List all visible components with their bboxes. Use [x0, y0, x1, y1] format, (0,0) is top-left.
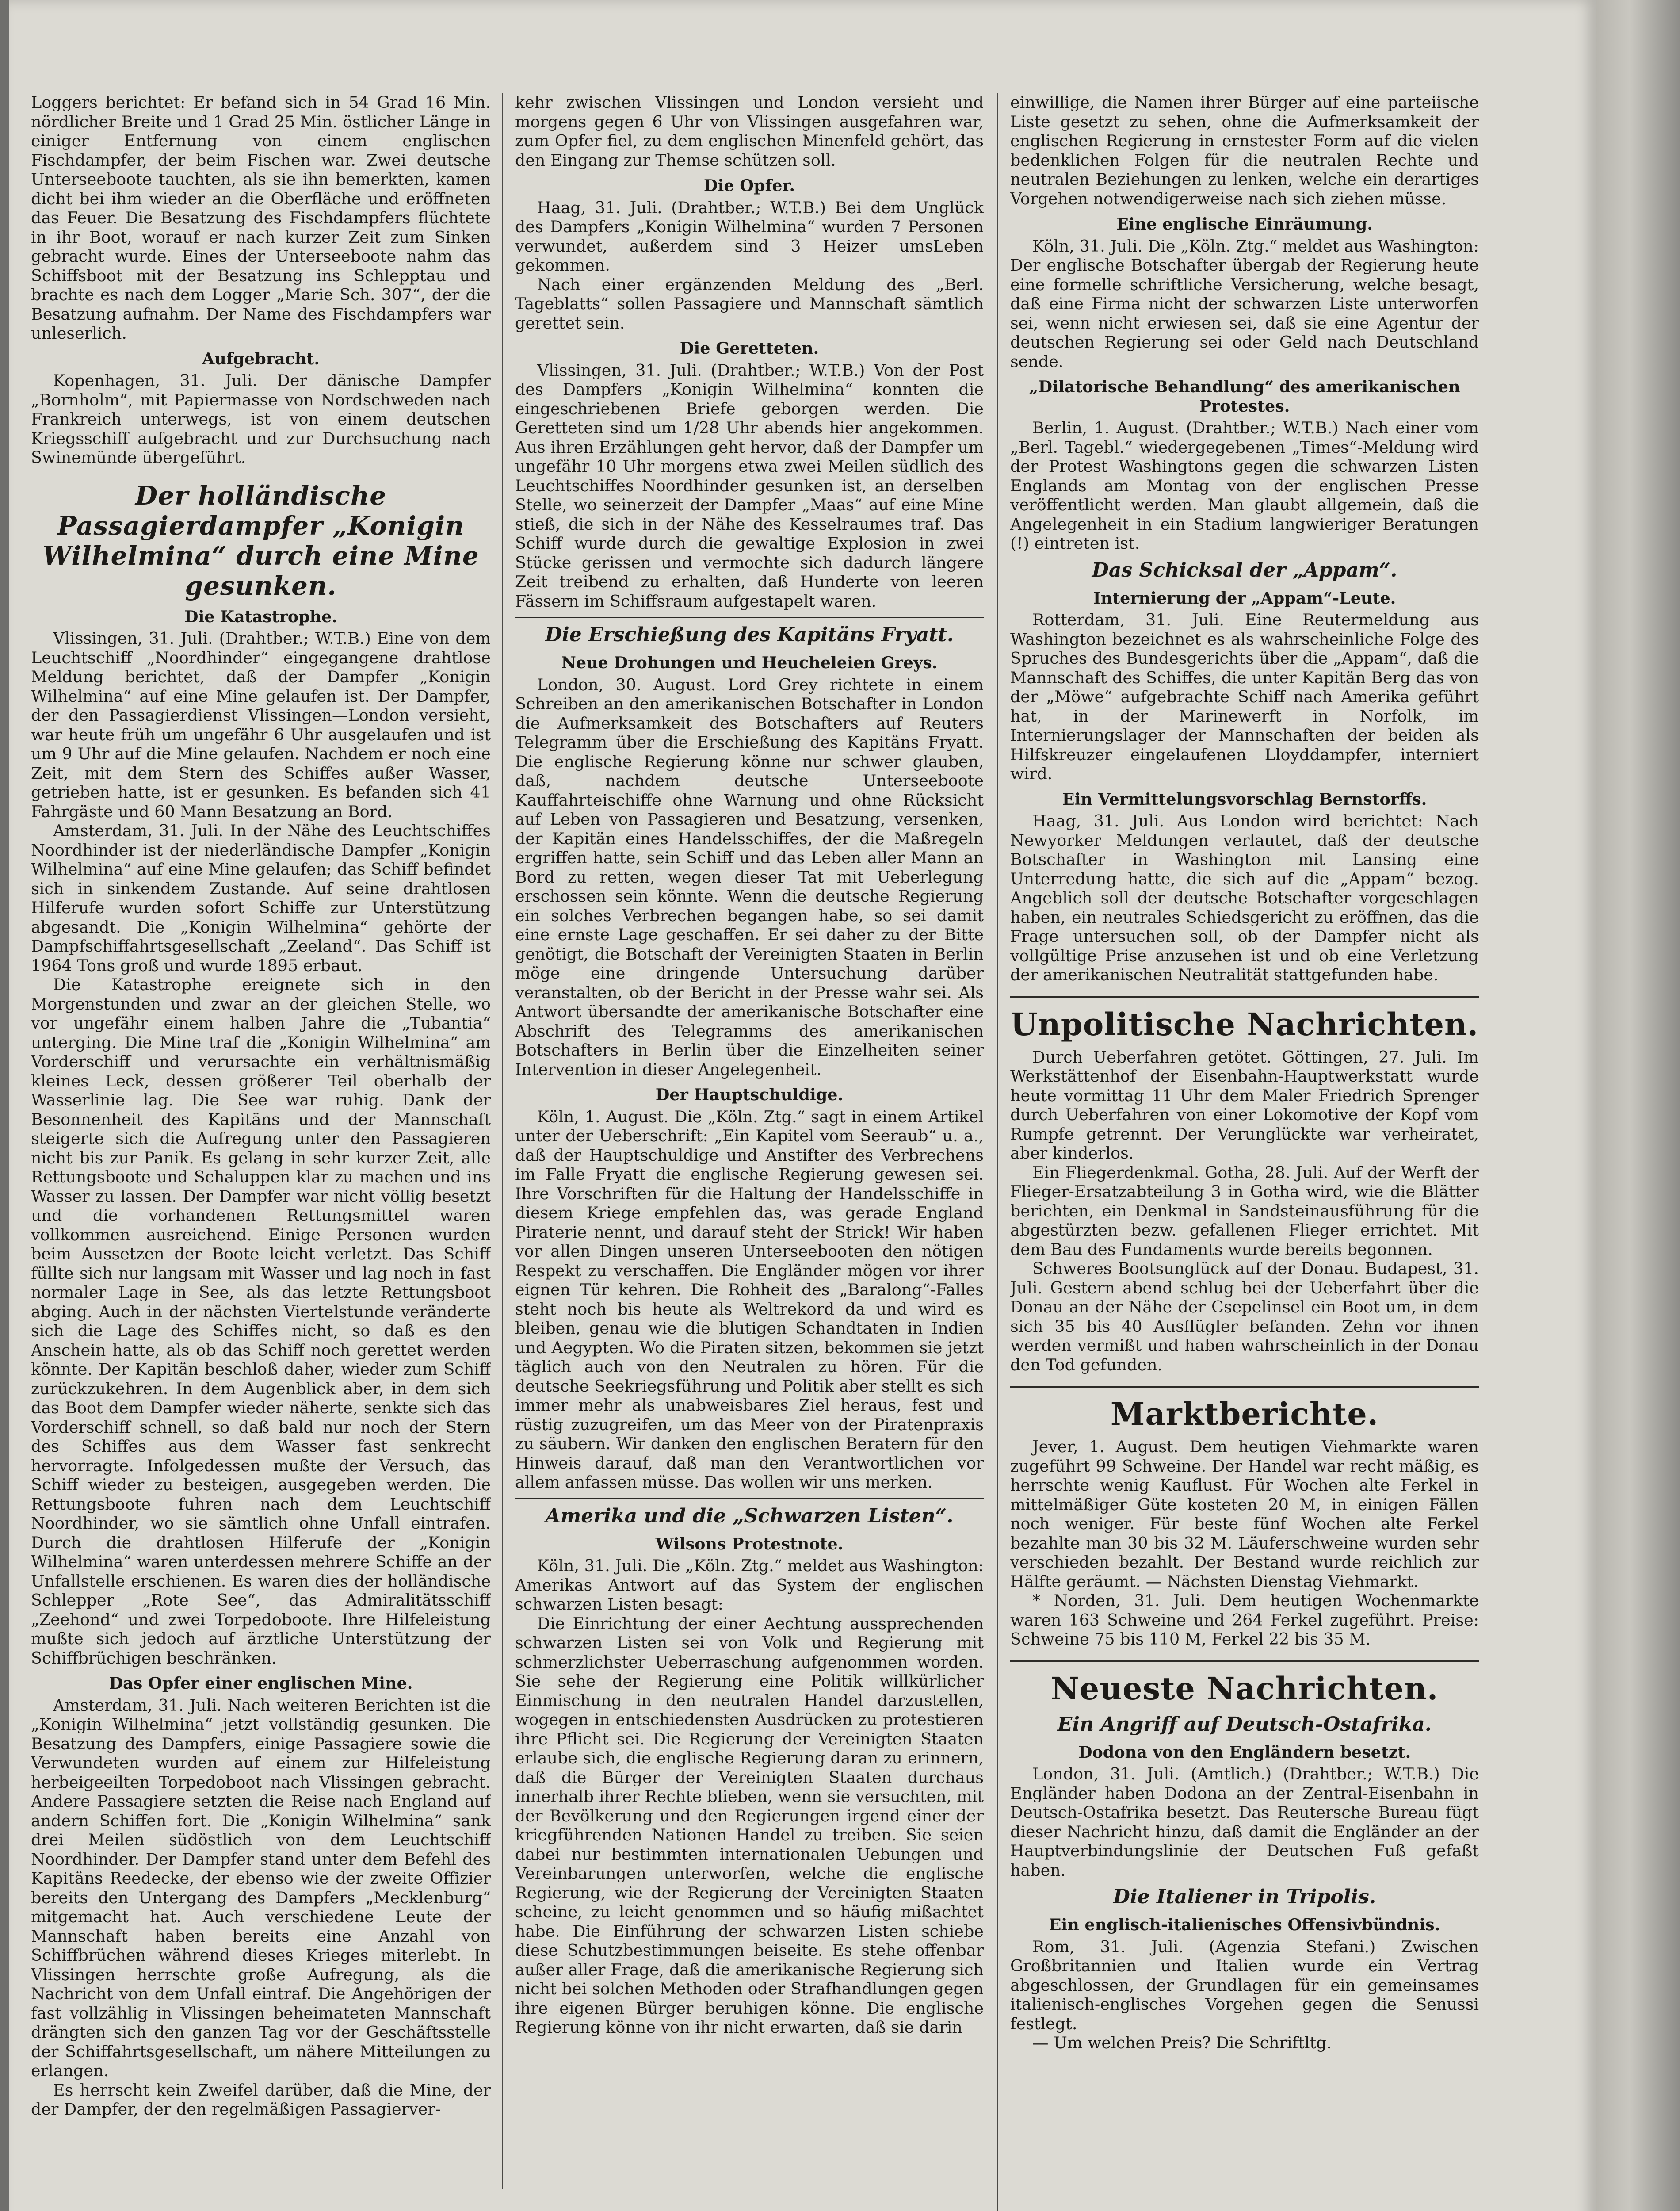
- divider: [1010, 996, 1479, 998]
- article-paragraph: Jever, 1. August. Dem heutigen Viehmarkte waren zugeführt 99 Schweine. Der Handel war recht mäßig, es herrschte wenig Kauflust. Für Wochen alte Ferkel in mittelmäßiger Güte kosteten 20 M, in einigen Fällen noch weniger. Für beste fünf Wochen alte Ferkel bezahlte man 30 bis 32 M. Läuferschweine wurden sehr verschieden bezahlt. Der Bestand wurde reichlich zur Hälfte geräumt. — Nächsten Dienstag Viehmarkt.: [1010, 1437, 1479, 1591]
- article-paragraph: — Um welchen Preis? Die Schriftltg.: [1032, 2033, 1332, 2052]
- section-title: Marktberichte.: [1110, 1396, 1379, 1432]
- headline: Amerika und die „Schwarzen Listen“.: [545, 1504, 954, 1527]
- subheading: Aufgebracht.: [202, 349, 320, 368]
- subheading: Ein englisch-italienisches Offensivbündnis.: [1049, 1915, 1440, 1934]
- subheading: Der Hauptschuldige.: [655, 1085, 844, 1104]
- section-title: Unpolitische Nachrichten.: [1010, 1006, 1479, 1043]
- divider: [1010, 1660, 1479, 1662]
- column-1: [31, 93, 491, 2211]
- article-paragraph: Amsterdam, 31. Juli. Nach weiteren Berichten ist die „Konigin Wilhelmina“ jetzt vollständig gesunken. Die Besatzung des Dampfers, einige Passagiere sowie die Verwundeten wurden auf einem zur Hilfeleistung herbeigeeilten Torpedoboot nach Vlissingen gebracht. Andere Passagiere setzten die Reise nach England auf andern Schiffen fort. Die „Konigin Wilhelmina“ sank drei Meilen südöstlich von dem Leuchtschiff Noordhinder. Der Dampfer stand unter dem Befehl des Kapitäns Reedecke, der ebenso wie der zweite Offizier bereits den Untergang des Dampfers „Mecklenburg“ mitgemacht hat. Auch verschiedene Leute der Mannschaft haben bereits eine Anzahl von Schiffbrüchen während dieses Krieges miterlebt. In Vlissingen herrschte große Aufregung, als die Nachricht von dem Unfall eintraf. Die Angehörigen der fast vollzählig in Vlissingen beheimateten Mannschaft drängten sich den ganzen Tag vor der Geschäftsstelle der Schiffahrtsgesellschaft, um nähere Mitteilungen zu erlangen.: [31, 1695, 491, 2080]
- subheading: Die Geretteten.: [680, 339, 819, 358]
- article-paragraph: Rom, 31. Juli. (Agenzia Stefani.) Zwischen Großbritannien und Italien wurde ein Vertrag abgeschlossen, der Grundlagen für ein gemeinsames italienisch-englisches Vorgehen gegen die Senussi festlegt.: [1010, 1937, 1479, 2033]
- article-paragraph: Rotterdam, 31. Juli. Eine Reutermeldung aus Washington bezeichnet es als wahrscheinliche Folge des Spruches des Bundesgerichts über die „Appam“, daß die Mannschaft des Schiffes, die unter Kapitän Berg das von der „Möwe“ aufgebrachte Schiff nach Amerika geführt hat, in der Marinewerft in Norfolk, im Internierungslager der Mannschaften der beiden als Hilfskreuzer eingelaufenen Lloyddampfer, interniert wird.: [1010, 610, 1479, 783]
- page-edge: [1596, 0, 1680, 2211]
- article-paragraph: Köln, 31. Juli. Die „Köln. Ztg.“ meldet aus Washington: Der englische Botschafter übergab der Regierung heute eine formelle schriftliche Versicherung, welche besagt, daß eine Firma nicht der schwarzen Liste unterworfen sei, wenn nicht erwiesen sei, daß sie eine Agentur der deutschen Regierung sei oder Geld nach Deutschland sende.: [1010, 236, 1479, 371]
- article-paragraph: London, 31. Juli. (Amtlich.) (Drahtber.; W.T.B.) Die Engländer haben Dodona an der Zentral-Eisenbahn in Deutsch-Ostafrika besetzt. Das Reutersche Bureau fügt dieser Nachricht hinzu, daß damit die Engländer an der Hauptverbindungslinie der Deutschen Fuß gefaßt haben.: [1010, 1764, 1479, 1880]
- column-rule-1: [502, 93, 503, 2189]
- subheading: Das Opfer einer englischen Mine.: [109, 1674, 413, 1693]
- subheading: Die Katastrophe.: [184, 607, 338, 626]
- headline: Das Schicksal der „Appam“.: [1092, 558, 1397, 581]
- divider: [515, 617, 984, 618]
- headline: Die Italiener in Tripolis.: [1113, 1886, 1376, 1908]
- article-paragraph: * Norden, 31. Juli. Dem heutigen Wochenmarkte waren 163 Schweine und 264 Ferkel zugeführt. Preise: Schweine 75 bis 110 M, Ferkel 22 bis 35 M.: [1010, 1591, 1479, 1649]
- article-paragraph: Haag, 31. Juli. Aus London wird berichtet: Nach Newyorker Meldungen verlautet, daß der deutsche Botschafter in Washington mit Lansing eine Unterredung hatte, die sich auf die „Appam“ bezog. Angeblich soll der deutsche Botschafter vorgeschlagen haben, ein neutrales Schiedsgericht zu eröffnen, das die Frage untersuchen soll, ob der Dampfer nicht als vollgültige Prise anzusehen ist und ob eine Verletzung der amerikanischen Neutralität stattgefunden habe.: [1010, 811, 1479, 984]
- headline: Die Erschießung des Kapitäns Fryatt.: [545, 624, 954, 646]
- article-paragraph: Kopenhagen, 31. Juli. Der dänische Dampfer „Bornholm“, mit Papiermasse von Nordschweden nach Frankreich unterwegs, ist von einem deutschen Kriegsschiff aufgebracht und zur Durchsuchung nach Swinemünde übergeführt.: [31, 371, 491, 467]
- column-3: [1010, 93, 1479, 2211]
- article-paragraph: Die Einrichtung der einer Aechtung aussprechenden schwarzen Listen sei von Volk und Regierung mit schmerzlichster Ueberraschung aufgenommen worden. Sie sehe der Regierung eine Politik willkürlicher Einmischung in den neutralen Handel darzustellen, wogegen in entschiedensten Ausdrücken zu protestieren ihre Pflicht sei. Die Regierung der Vereinigten Staaten erlaube sich, die englische Regierung daran zu erinnern, daß die Bürger der Vereinigten Staaten durchaus innerhalb ihrer Rechte blieben, wenn sie versuchten, mit der Bevölkerung und den Regierungen irgend einer der kriegführenden Nationen Handel zu treiben. Sie seien dabei nur bestimmten internationalen Uebungen und Vereinbarungen unterworfen, welche die englische Regierung, wie der Regierung der Vereinigten Staaten scheine, zu leicht genommen und so häufig mißachtet habe. Die Einführung der schwarzen Listen schiebe diese Schutzbestimmungen beiseite. Es stehe offenbar außer aller Frage, daß die amerikanische Regierung sich nicht bei solchen Methoden oder Strafhandlungen gegen ihre eigenen Bürger beruhigen könne. Die englische Regierung könne von ihr nicht erwarten, daß sie darin: [515, 1614, 984, 2037]
- article-paragraph: Schweres Bootsunglück auf der Donau. Budapest, 31. Juli. Gestern abend schlug bei der Ueberfahrt über die Donau an der Nähe der Csepelinsel ein Boot um, in dem sich 35 bis 40 Ausflügler befanden. Zehn vor ihnen werden vermißt und haben wahrscheinlich in der Donau den Tod gefunden.: [1010, 1259, 1479, 1374]
- article-paragraph: Haag, 31. Juli. (Drahtber.; W.T.B.) Bei dem Unglück des Dampfers „Konigin Wilhelmina“ wurden 7 Personen verwundet, außerdem sind 3 Heizer umsLeben gekommen.: [515, 198, 984, 275]
- subheading: Wilsons Protestnote.: [655, 1534, 844, 1553]
- headline: Ein Angriff auf Deutsch-Ostafrika.: [1057, 1713, 1432, 1736]
- article-paragraph: London, 30. August. Lord Grey richtete in einem Schreiben an den amerikanischen Botschafter in London die Aufmerksamkeit des Botschafters auf Reuters Telegramm über die Erschießung des Kapitäns Fryatt. Die englische Regierung könne nur schwer glauben, daß, nachdem deutsche Unterseeboote Kauffahrteischiffe ohne Warnung und ohne Rücksicht auf Leben von Passagieren und Besatzung, versenken, der Kapitän eines Handelsschiffes, der die Maßregeln ergriffen hatte, sein Schiff und das Leben aller Mann an Bord zu retten, wegen dieser Tat mit Ueberlegung erschossen sein könnte. Wenn die deutsche Regierung ein solches Verbrechen begangen habe, so sei damit eine ernste Lage geschaffen. Er sei daher zu der Bitte genötigt, die Botschaft der Vereinigten Staaten in Berlin möge eine dringende Untersuchung darüber veranstalten, ob der Bericht in der Presse wahr sei. Als Antwort übersandte der amerikanische Botschafter eine Abschrift des Telegramms des amerikanischen Botschafters in Berlin über die Einzelheiten seiner Intervention in dieser Angelegenheit.: [515, 675, 984, 1079]
- subheading: Neue Drohungen und Heucheleien Greys.: [561, 653, 938, 672]
- subheading: Eine englische Einräumung.: [1116, 214, 1373, 233]
- article-paragraph: Köln, 31. Juli. Die „Köln. Ztg.“ meldet aus Washington: Amerikas Antwort auf das System der englischen schwarzen Listen besagt:: [515, 1556, 984, 1614]
- divider: [515, 1498, 984, 1499]
- article-paragraph: Amsterdam, 31. Juli. In der Nähe des Leuchtschiffes Noordhinder ist der niederländische Dampfer „Konigin Wilhelmina“ auf eine Mine gelaufen; das Schiff befindet sich in sinkendem Zustande. Auf seine drahtlosen Hilferufe wurden sofort Schiffe zur Unterstützung abgesandt. Die „Konigin Wilhelmina“ gehörte der Dampfschiffahrtsgesellschaft „Zeeland“. Das Schiff ist 1964 Tons groß und wurde 1895 erbaut.: [31, 821, 491, 975]
- headline: Der holländische Passagierdampfer „Konigin Wilhelmina“ durch eine Mine gesunken.: [42, 480, 479, 601]
- subheading: Ein Vermittelungsvorschlag Bernstorffs.: [1062, 789, 1427, 809]
- article-paragraph: Nach einer ergänzenden Meldung des „Berl. Tageblatts“ sollen Passagiere und Mannschaft sämtlich gerettet sein.: [515, 275, 984, 333]
- article-paragraph: einwillige, die Namen ihrer Bürger auf eine parteiische Liste gesetzt zu sehen, ohne die Aufmerksamkeit der englischen Regierung in ernstester Form auf die vielen bedenklichen Folgen für die neutralen Rechte und neutralen Beziehungen zu lenken, welche ein derartiges Vorgehen notwendigerweise nach sich ziehen müsse.: [1010, 93, 1479, 208]
- subheading: Dodona von den Engländern besetzt.: [1078, 1742, 1411, 1762]
- article-paragraph: Vlissingen, 31. Juli. (Drahtber.; W.T.B.) Von der Post des Dampfers „Konigin Wilhelmina“ konnten die eingeschriebenen Briefe geborgen werden. Die Geretteten sind um 1/28 Uhr abends hier angekommen. Aus ihren Erzählungen geht hervor, daß der Dampfer um ungefähr 10 Uhr morgens etwa zwei Meilen südlich des Leuchtschiffes Noordhinder gesunken ist, an derselben Stelle, wo seinerzeit der Dampfer „Maas“ auf eine Mine stieß, die sich in der Nähe des Kesselraumes traf. Das Schiff wurde durch die gewaltige Explosion in zwei Stücke gerissen und vermochte sich dadurch längere Zeit treibend zu erhalten, daß Hunderte von leeren Fässern im Schiffsraum aufgestapelt waren.: [515, 360, 984, 611]
- article-paragraph: Es herrscht kein Zweifel darüber, daß die Mine, der der Dampfer, der den regelmäßigen Passagierver-: [31, 2080, 491, 2119]
- article-paragraph: Durch Ueberfahren getötet. Göttingen, 27. Juli. Im Werkstättenhof der Eisenbahn-Hauptwerkstatt wurde heute vormittag 11 Uhr dem Maler Friedrich Sprenger durch Ueberfahren von einer Lokomotive der Kopf vom Rumpfe getrennt. Der Verunglückte war verheiratet, aber kinderlos.: [1010, 1047, 1479, 1163]
- section-title: Neueste Nachrichten.: [1050, 1670, 1439, 1707]
- article-paragraph: Die Katastrophe ereignete sich in den Morgenstunden und zwar an der gleichen Stelle, wo vor ungefähr einem halben Jahre die „Tubantia“ unterging. Die Mine traf die „Konigin Wilhelmina“ am Vorderschiff und verursachte ein verhältnismäßig kleines Leck, dessen größerer Teil oberhalb der Wasserlinie lag. Die See war ruhig. Dank der Besonnenheit des Kapitäns und der Mannschaft steigerte sich die Aufregung unter den Passagieren nicht bis zur Panik. Es gelang in sehr kurzer Zeit, alle Rettungsboote und Schaluppen klar zu machen und ins Wasser zu lassen. Der Dampfer war nicht völlig besetzt und die vorhandenen Rettungsmittel waren vollkommen ausreichend. Einige Personen wurden beim Aussetzen der Boote leicht verletzt. Das Schiff füllte sich nur langsam mit Wasser und lag noch in fast normaler Lage in See, als das letzte Rettungsboot abging. Auch in der nächsten Viertelstunde veränderte sich die Lage des Schiffes nicht, so daß es den Anschein hatte, als ob das Schiff noch gerettet werden könnte. Der Kapitän beschloß daher, wieder zum Schiff zurückzukehren. In dem Augenblick aber, in dem sich das Boot dem Dampfer wieder näherte, senkte sich das Vorderschiff schnell, so daß bald nur noch der Stern des Schiffes aus dem Wasser fast senkrecht hervorragte. Infolgedessen mußte der Versuch, das Schiff wieder zu besteigen, ausgegeben werden. Die Rettungsboote fuhren nach dem Leuchtschiff Noordhinder, wo sie sämtlich ohne Unfall eintrafen. Durch die drahtlosen Hilferufe der „Konigin Wilhelmina“ waren unterdessen mehrere Schiffe an der Unfallstelle erschienen. Es waren dies der holländische Schlepper „Rote See“, das Admiralitätsschiff „Zeehond“ und zwei Torpedoboote. Ihre Hilfeleistung mußte sich jedoch auf ärztliche Unterstützung der Schiffbrüchigen beschränken.: [31, 975, 491, 1668]
- subheading: Die Opfer.: [703, 176, 795, 195]
- article-paragraph: Köln, 1. August. Die „Köln. Ztg.“ sagt in einem Artikel unter der Ueberschrift: „Ein Kapitel vom Seeraub“ u. a., daß der Hauptschuldige und Anstifter des Verbrechens im Falle Fryatt die englische Regierung gewesen sei. Ihre Vorschriften für die Haltung der Handelsschiffe in diesem Kriege empfehlen das, was gerade England Piraterie nennt, und darauf steht der Strick! Wir haben vor allen Dingen unseren Unterseebooten den nötigen Respekt zu verschaffen. Die Engländer mögen vor ihrer eignen Tür kehren. Die Rohheit des „Baralong“-Falles steht noch bis heute als Weltrekord da und wird es bleiben, genau wie die blutigen Schandtaten in Indien und Aegypten. Wo die Piraten sitzen, bekommen sie jetzt täglich auch von den Neutralen zu hören. Für die deutsche Seekriegsführung und Politik aber stellt es sich immer mehr als unabweisbares Ziel heraus, fest und rüstig zuzugreifen, um das Meer von der Piratenpraxis zu säubern. Wir danken den englischen Beratern für den Hinweis darauf, daß man den Verantwortlichen vor allem anfassen müsse. Das wollen wir uns merken.: [515, 1107, 984, 1492]
- article-paragraph: kehr zwischen Vlissingen und London versieht und morgens gegen 6 Uhr von Vlissingen ausgefahren war, zum Opfer fiel, zu dem englischen Minenfeld gehört, das den Eingang zur Themse schützen soll.: [515, 93, 984, 170]
- article-paragraph: Vlissingen, 31. Juli. (Drahtber.; W.T.B.) Eine von dem Leuchtschiff „Noordhinder“ eingegangene drahtlose Meldung berichtet, daß der Dampfer „Konigin Wilhelmina“ auf eine Mine gelaufen ist. Der Dampfer, der den Passagierdienst Vlissingen—London versieht, war heute früh um ungefähr 6 Uhr ausgelaufen und ist um 9 Uhr auf die Mine gelaufen. Nachdem er noch eine Zeit, mit dem Stern des Schiffes außer Wasser, getrieben hatte, ist er gesunken. Es befanden sich 41 Fahrgäste und 60 Mann Besatzung an Bord.: [31, 629, 491, 821]
- article-paragraph: Ein Fliegerdenkmal. Gotha, 28. Juli. Auf der Werft der Flieger-Ersatzabteilung 3 in Gotha wird, wie die Blätter berichten, ein Denkmal in Sandsteinausführung für die abgestürzten bezw. gefallenen Flieger errichtet. Mit dem Bau des Fundaments wurde bereits begonnen.: [1010, 1163, 1479, 1259]
- column-2: [515, 93, 984, 2211]
- divider: [1010, 1386, 1479, 1388]
- subheading: „Dilatorische Behandlung“ des amerikanischen Protestes.: [1029, 377, 1460, 416]
- article-paragraph: Berlin, 1. August. (Drahtber.; W.T.B.) Nach einer vom „Berl. Tagebl.“ wiedergegebenen „Times“-Meldung wird der Protest Washingtons gegen die schwarzen Listen Englands am Montag von der englischen Presse veröffentlicht werden. Man glaubt allgemein, daß die Angelegenheit in ein Stadium langwieriger Beratungen (!) eintreten ist.: [1010, 418, 1479, 553]
- column-rule-2: [997, 93, 998, 2211]
- subheading: Internierung der „Appam“-Leute.: [1093, 588, 1396, 608]
- article-paragraph: Loggers berichtet: Er befand sich in 54 Grad 16 Min. nördlicher Breite und 1 Grad 25 Min. östlicher Länge in einiger Entfernung von einem englischen Fischdampfer, der beim Fischen war. Zwei deutsche Unterseeboote tauchten, als sie ihn bemerkten, kamen dicht bei ihm wieder an die Oberfläche und eröffneten das Feuer. Die Besatzung des Fischdampfers flüchtete in ihr Boot, worauf er nach kurzer Zeit zum Sinken gebracht wurde. Eines der Unterseeboote nahm das Schiffsboot mit der Besatzung ins Schlepptau und brachte es nach dem Logger „Marie Sch. 307“, der die Besatzung aufnahm. Der Name des Fischdampfers war unleserlich.: [31, 93, 491, 343]
